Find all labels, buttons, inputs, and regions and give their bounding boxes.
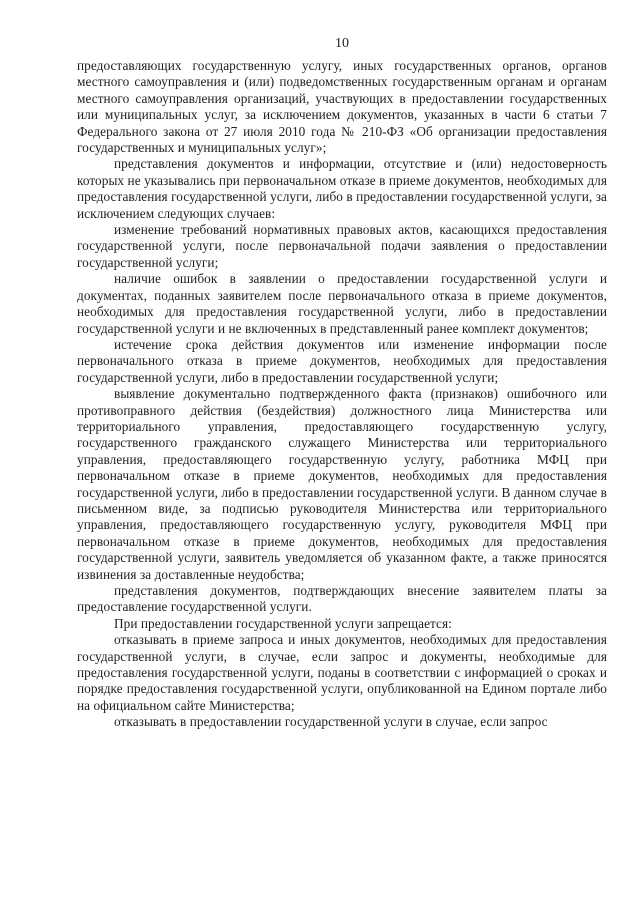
paragraph-prohibitions-heading: При предоставлении государственной услуги запрещается: [114, 615, 452, 631]
paragraph-erroneous-action: выявление документально подтвержденного факта (признаков) ошибочного или противоправного действия (бездействия) должностного лица Министерства или территориального управления, предоставляющего государственную услугу, государственного гражданского служащего Министерства или территориального управления, предоставляющего государственную услугу, работника МФЦ при первоначальном отказе в приеме документов, необходимых для предоставления государственной услуги, либо в предоставлении государственной услуги. В данном случае в письменном виде, за подписью руководителя Министерства или территориального управления, предоставляющего государственную услугу, руководителя МФЦ при первоначальном отказе в приеме документов, необходимых для предоставления государственной услуги, заявитель уведомляется об указанном факте, а также приносятся извинения за доставленные неудобства; [77, 386, 607, 582]
page-number: 10 [335, 36, 349, 51]
paragraph-payment-documents: представления документов, подтверждающих внесение заявителем платы за предоставление государственной услуги. [77, 583, 607, 615]
paragraph-continuation: предоставляющих государственную услугу, иных государственных органов, органов местного самоуправления и (или) подведомственных государственным органам и органам местного самоуправления организаций, участвующих в предоставлении государственных или муниципальных услуг, за исключением документов, указанных в части 6 статьи 7 Федерального закона от 27 июля 2010 года № 210-ФЗ «Об организации предоставления государственных и муниципальных услуг»; [77, 58, 607, 156]
paragraph-refuse-acceptance: отказывать в приеме запроса и иных документов, необходимых для предоставления государственной услуги, в случае, если запрос и документы, необходимые для предоставления государственной услуги, поданы в соответствии с информацией о сроках и порядке предоставления государственной услуги, опубликованной на Едином портале либо на официальном сайте Министерства; [77, 632, 607, 713]
paragraph-document-submission: представления документов и информации, отсутствие и (или) недостоверность которых не указывались при первоначальном отказе в приеме документов, необходимых для предоставления государственной услуги, либо в предоставлении государственной услуги, за исключением следующих случаев: [77, 156, 607, 221]
paragraph-law-change: изменение требований нормативных правовых актов, касающихся предоставления государственной услуги, после первоначальной подачи заявления о предоставлении государственной услуги; [77, 222, 607, 270]
document-body [77, 58, 607, 731]
paragraph-application-errors: наличие ошибок в заявлении о предоставлении государственной услуги и документах, поданных заявителем после первоначального отказа в приеме документов, необходимых для предоставления государственной услуги, либо в предоставлении государственной услуги и не включенных в представленный ранее комплект документов; [77, 271, 607, 336]
document-page [77, 0, 607, 905]
paragraph-document-expiry: истечение срока действия документов или изменение информации после первоначального отказа в приеме документов, необходимых для предоставления государственной услуги, либо в предоставлении государственной услуги; [77, 336, 607, 385]
paragraph-refuse-provision: отказывать в предоставлении государственной услуги в случае, если запрос [114, 714, 548, 730]
